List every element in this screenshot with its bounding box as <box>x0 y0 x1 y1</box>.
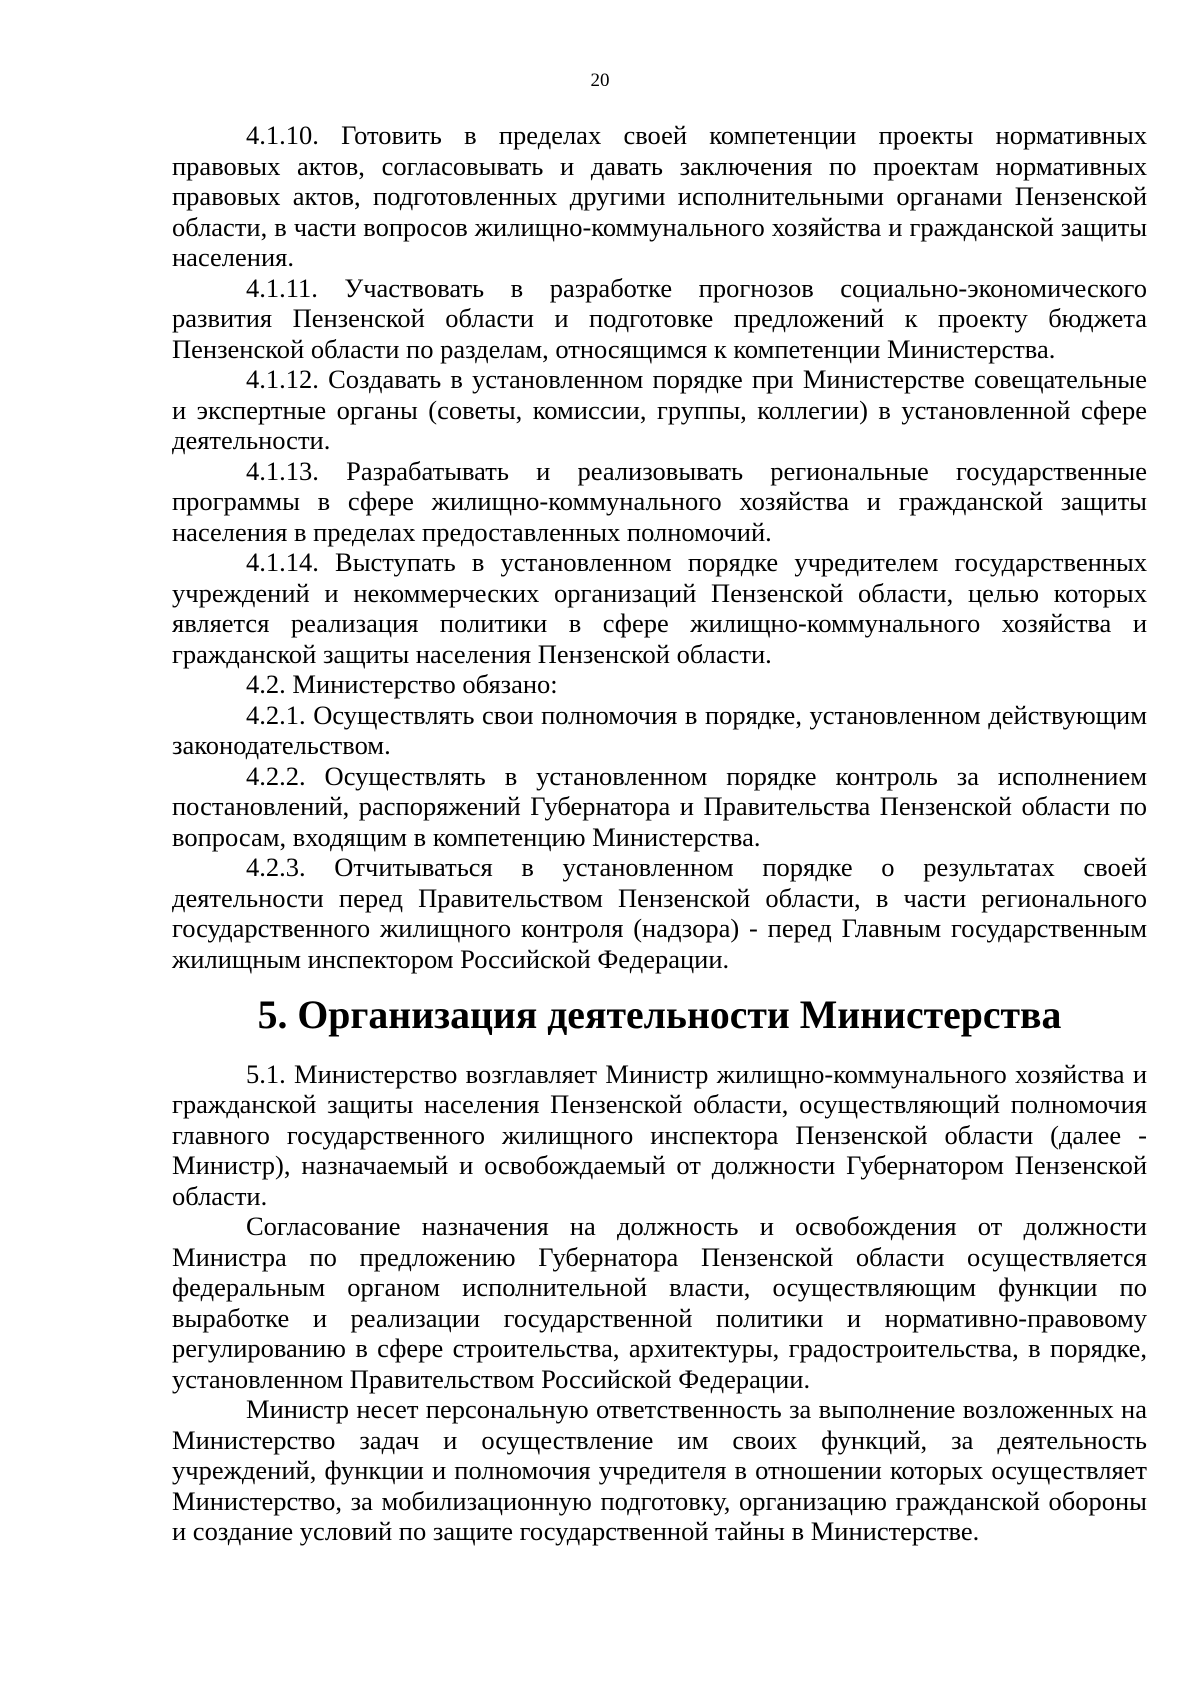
page-number: 20 <box>590 70 610 91</box>
paragraph-4-2: 4.2. Министерство обязано: <box>246 669 558 699</box>
paragraph-4-1-13: 4.1.13. Разрабатывать и реализовывать региональные государственные программы в сфере жилищно-коммунального хозяйства и гражданской защиты населения в пределах предоставленных полномочий. <box>172 455 1147 547</box>
paragraph-5-1-approval: Согласование назначения на должность и освобождения от должности Министра по предложению Губернатора Пензенской области осуществляется федеральным органом исполнительной власти, осуществляющим функции по выработке и реализации государственной политики и нормативно-правовому регулированию в сфере строительства, архитектуры, градостроительства, в порядке, установленном Правительством Российской Федерации. <box>172 1211 1147 1394</box>
paragraph-4-1-11: 4.1.11. Участвовать в разработке прогнозов социально-экономического развития Пензенской области и подготовке предложений к проекту бюджета Пензенской области по разделам, относящимся к компетенции Министерства. <box>172 272 1147 364</box>
paragraph-4-2-2: 4.2.2. Осуществлять в установленном порядке контроль за исполнением постановлений, распоряжений Губернатора и Правительства Пензенской области по вопросам, входящим в компетенцию Министерства. <box>172 760 1147 852</box>
paragraph-4-1-14: 4.1.14. Выступать в установленном порядке учредителем государственных учреждений и некоммерческих организаций Пензенской области, целью которых является реализация политики в сфере жилищно-коммунального хозяйства и гражданской защиты населения Пензенской области. <box>172 547 1147 669</box>
paragraph-4-1-10: 4.1.10. Готовить в пределах своей компетенции проекты нормативных правовых актов, согласовывать и давать заключения по проектам нормативных правовых актов, подготовленных другими исполнительными органами Пензенской области, в части вопросов жилищно-коммунального хозяйства и гражданской защиты населения. <box>172 120 1147 272</box>
paragraph-4-2-1: 4.2.1. Осуществлять свои полномочия в порядке, установленном действующим законодательством. <box>172 699 1147 760</box>
section-5-heading: 5. Организация деятельности Министерства <box>257 993 1062 1037</box>
paragraph-5-1-responsibility: Министр несет персональную ответственность за выполнение возложенных на Министерство задач и осуществление им своих функций, за деятельность учреждений, функции и полномочия учредителя в отношении которых осуществляет Министерство, за мобилизационную подготовку, организацию гражданской обороны и создание условий по защите государственной тайны в Министерстве. <box>172 1394 1147 1546</box>
paragraph-4-2-3: 4.2.3. Отчитываться в установленном порядке о результатах своей деятельности перед Правительством Пензенской области, в части регионального государственного жилищного контроля (надзора) - перед Главным государственным жилищным инспектором Российской Федерации. <box>172 852 1147 974</box>
paragraph-5-1: 5.1. Министерство возглавляет Министр жилищно-коммунального хозяйства и гражданской защиты населения Пензенской области, осуществляющий полномочия главного государственного жилищного инспектора Пензенской области (далее - Министр), назначаемый и освобождаемый от должности Губернатором Пензенской области. <box>172 1058 1147 1211</box>
paragraph-4-1-12: 4.1.12. Создавать в установленном порядке при Министерстве совещательные и экспертные органы (советы, комиссии, группы, коллегии) в установленной сфере деятельности. <box>172 364 1147 455</box>
document-body <box>172 120 1147 1547</box>
